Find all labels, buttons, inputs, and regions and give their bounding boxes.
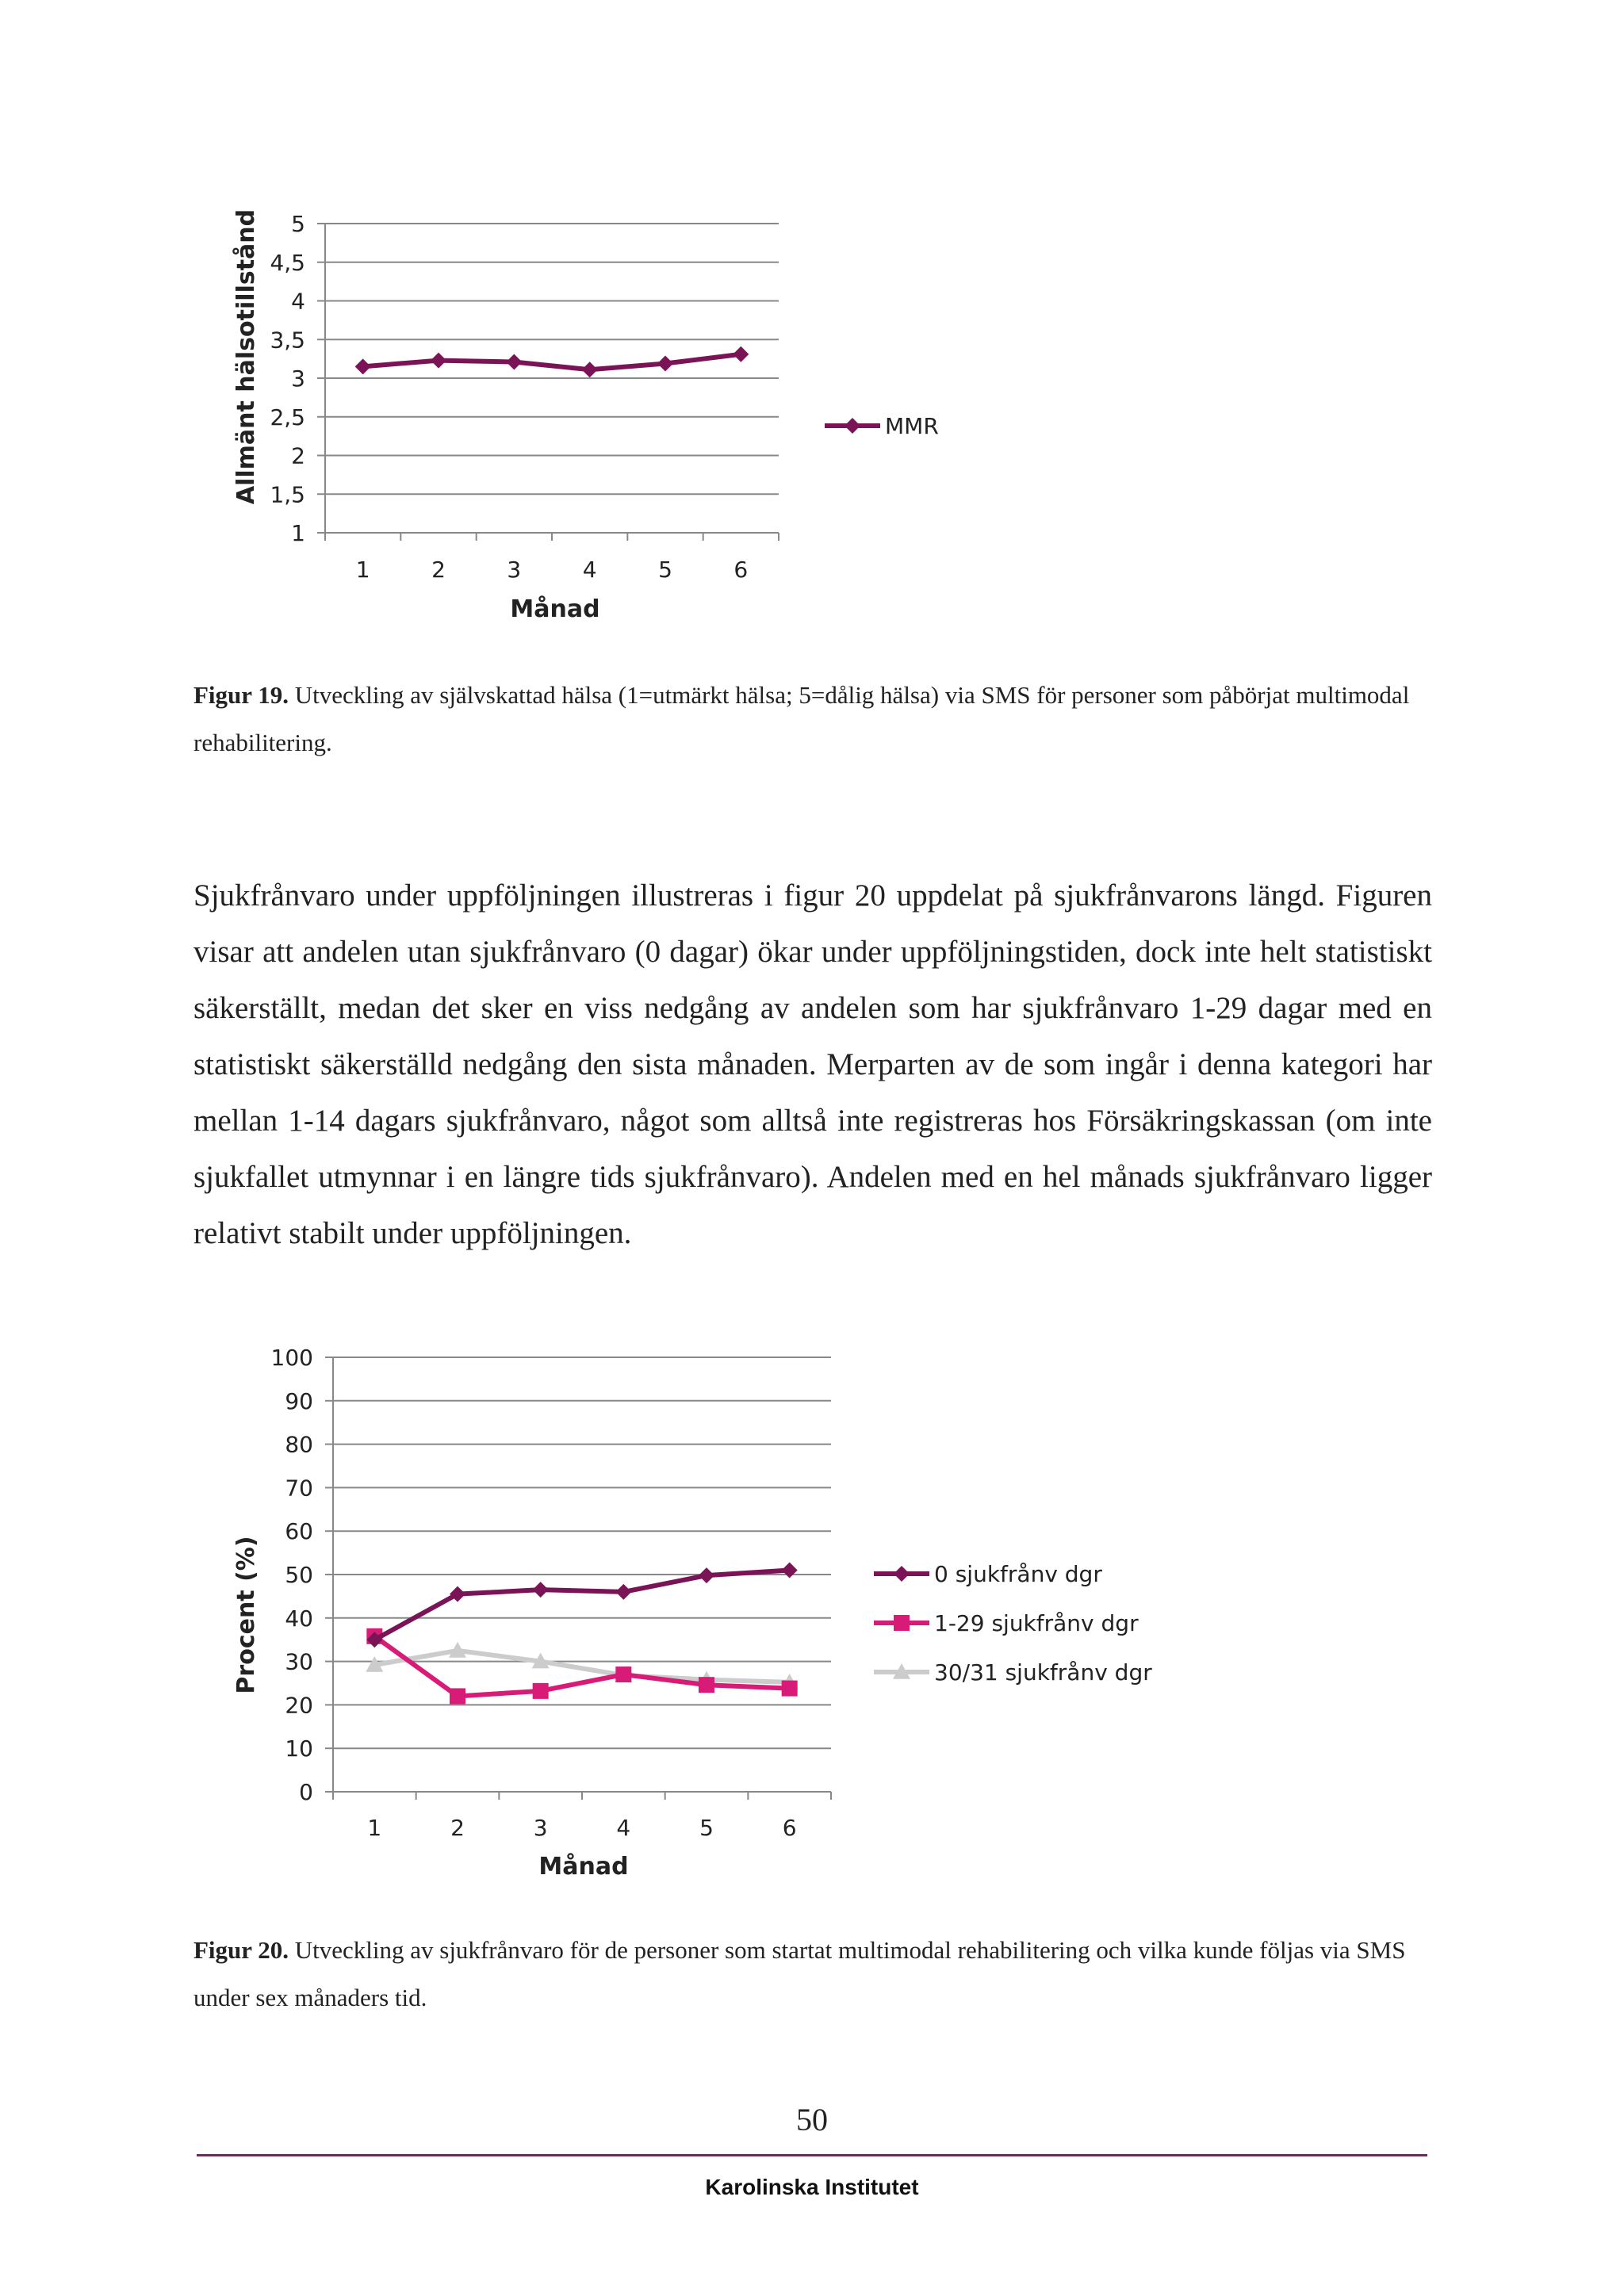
figure-20-legend — [874, 1561, 1152, 1686]
y-tick-label: 5 — [291, 211, 305, 237]
legend-entry: 1-29 sjukfrånv dgr — [934, 1610, 1139, 1636]
y-tick-label: 4 — [291, 288, 305, 315]
series-line — [374, 1651, 789, 1682]
legend-entry: MMR — [885, 413, 939, 439]
x-tick-label: 1 — [367, 1815, 382, 1841]
footer-organization: Karolinska Institutet — [705, 2175, 919, 2199]
figure-20-caption-label: Figur 20. — [193, 1936, 289, 1964]
figure-19-legend — [825, 413, 939, 439]
data-point — [355, 358, 371, 374]
figure-20-x-ticks — [333, 1792, 831, 1841]
x-tick-label: 6 — [782, 1815, 797, 1841]
legend-entry: 30/31 sjukfrånv dgr — [934, 1659, 1152, 1686]
y-tick-label: 80 — [285, 1431, 313, 1458]
figure-20-caption-text: Utveckling av sjukfrånvaro för de personer som startat multimodal rehabilitering och vilka kunde följas via SMS under sex månaders tid. — [193, 1936, 1406, 2011]
data-point — [733, 346, 749, 362]
x-tick-label: 2 — [450, 1815, 465, 1841]
series-line — [374, 1571, 789, 1640]
figure-19-chart — [0, 0, 1624, 634]
data-point — [782, 1681, 798, 1697]
data-point — [699, 1567, 714, 1583]
y-tick-label: 30 — [285, 1648, 313, 1675]
x-tick-label: 6 — [733, 557, 749, 583]
data-point — [699, 1677, 714, 1693]
series-line — [363, 354, 741, 370]
x-tick-label: 4 — [616, 1815, 631, 1841]
legend-swatch-marker — [894, 1566, 910, 1582]
footer-divider — [197, 2154, 1427, 2156]
y-tick-label: 1 — [291, 520, 305, 546]
figure-19-y-ticks — [270, 211, 325, 546]
figure-19-x-ticks — [325, 533, 779, 583]
y-tick-label: 3,5 — [270, 327, 305, 354]
y-tick-label: 20 — [285, 1692, 313, 1719]
x-tick-label: 5 — [699, 1815, 714, 1841]
x-tick-label: 4 — [582, 557, 597, 583]
y-tick-label: 50 — [285, 1562, 313, 1588]
figure-20-y-ticks — [271, 1345, 333, 1805]
page-number: 50 — [796, 2102, 828, 2137]
x-tick-label: 5 — [658, 557, 672, 583]
data-point — [450, 1688, 465, 1704]
figure-20-caption — [193, 1927, 1431, 2022]
legend-entry: 0 sjukfrånv dgr — [934, 1561, 1102, 1587]
y-tick-label: 2 — [291, 442, 305, 469]
y-tick-label: 100 — [270, 1345, 313, 1371]
data-point — [506, 354, 522, 370]
body-paragraph: Sjukfrånvaro under uppföljningen illustreras i figur 20 uppdelat på sjukfrånvarons längd. Figuren visar att andelen utan sjukfrånvaro (0 dagar) ökar under uppföljningstiden, dock inte helt statistiskt säkerställt, medan det sker en viss nedgång av andelen som har sjukfrånvaro 1-29 dagar med en statistiskt säkerställd nedgång den sista månaden. Merparten av de som ingår i denna kategori har mellan 1-14 dagars sjukfrånvaro, något som alltså inte registreras hos Försäkringskassan (om inte sjukfallet utmynnar i en längre tids sjukfrånvaro). Andelen med en hel månads sjukfrånvaro ligger relativt stabilt under uppföljningen. — [193, 878, 1432, 1250]
figure-19-caption-text: Utveckling av självskattad hälsa (1=utmärkt hälsa; 5=dålig hälsa) via SMS för personer som påbörjat multimodal rehabilitering. — [193, 681, 1410, 756]
y-tick-label: 3 — [291, 365, 305, 392]
figure-20-gridlines — [333, 1357, 831, 1748]
x-tick-label: 2 — [431, 557, 446, 583]
y-tick-label: 2,5 — [270, 404, 305, 430]
data-point — [657, 355, 673, 371]
x-tick-label: 1 — [355, 557, 370, 583]
y-tick-label: 90 — [285, 1387, 313, 1414]
data-point — [533, 1582, 549, 1598]
data-point — [782, 1563, 798, 1578]
figure-20-x-axis-label: Månad — [538, 1853, 629, 1881]
y-tick-label: 60 — [285, 1518, 313, 1545]
figure-19-x-axis-label: Månad — [510, 595, 600, 623]
figure-19-caption-label: Figur 19. — [193, 681, 289, 709]
figure-19-caption — [193, 672, 1431, 767]
y-tick-label: 70 — [285, 1475, 313, 1502]
y-tick-label: 10 — [285, 1735, 313, 1762]
y-tick-label: 1,5 — [270, 481, 305, 508]
data-point — [615, 1584, 631, 1600]
data-point — [615, 1667, 631, 1682]
legend-swatch-marker — [894, 1615, 910, 1631]
y-tick-label: 4,5 — [270, 249, 305, 276]
y-tick-label: 40 — [285, 1605, 313, 1632]
figure-19-y-axis-label: Allmänt hälsotillstånd — [232, 209, 260, 505]
x-tick-label: 3 — [507, 557, 522, 583]
x-tick-label: 3 — [533, 1815, 548, 1841]
figure-20-series — [366, 1563, 798, 1705]
data-point — [431, 353, 446, 369]
figure-20-chart — [0, 1308, 1624, 1911]
data-point — [582, 362, 598, 377]
data-point — [533, 1683, 549, 1699]
y-tick-label: 0 — [299, 1779, 313, 1805]
legend-swatch-marker — [845, 418, 860, 434]
figure-19-series — [355, 346, 749, 378]
figure-20-y-axis-label: Procent (%) — [232, 1536, 260, 1694]
